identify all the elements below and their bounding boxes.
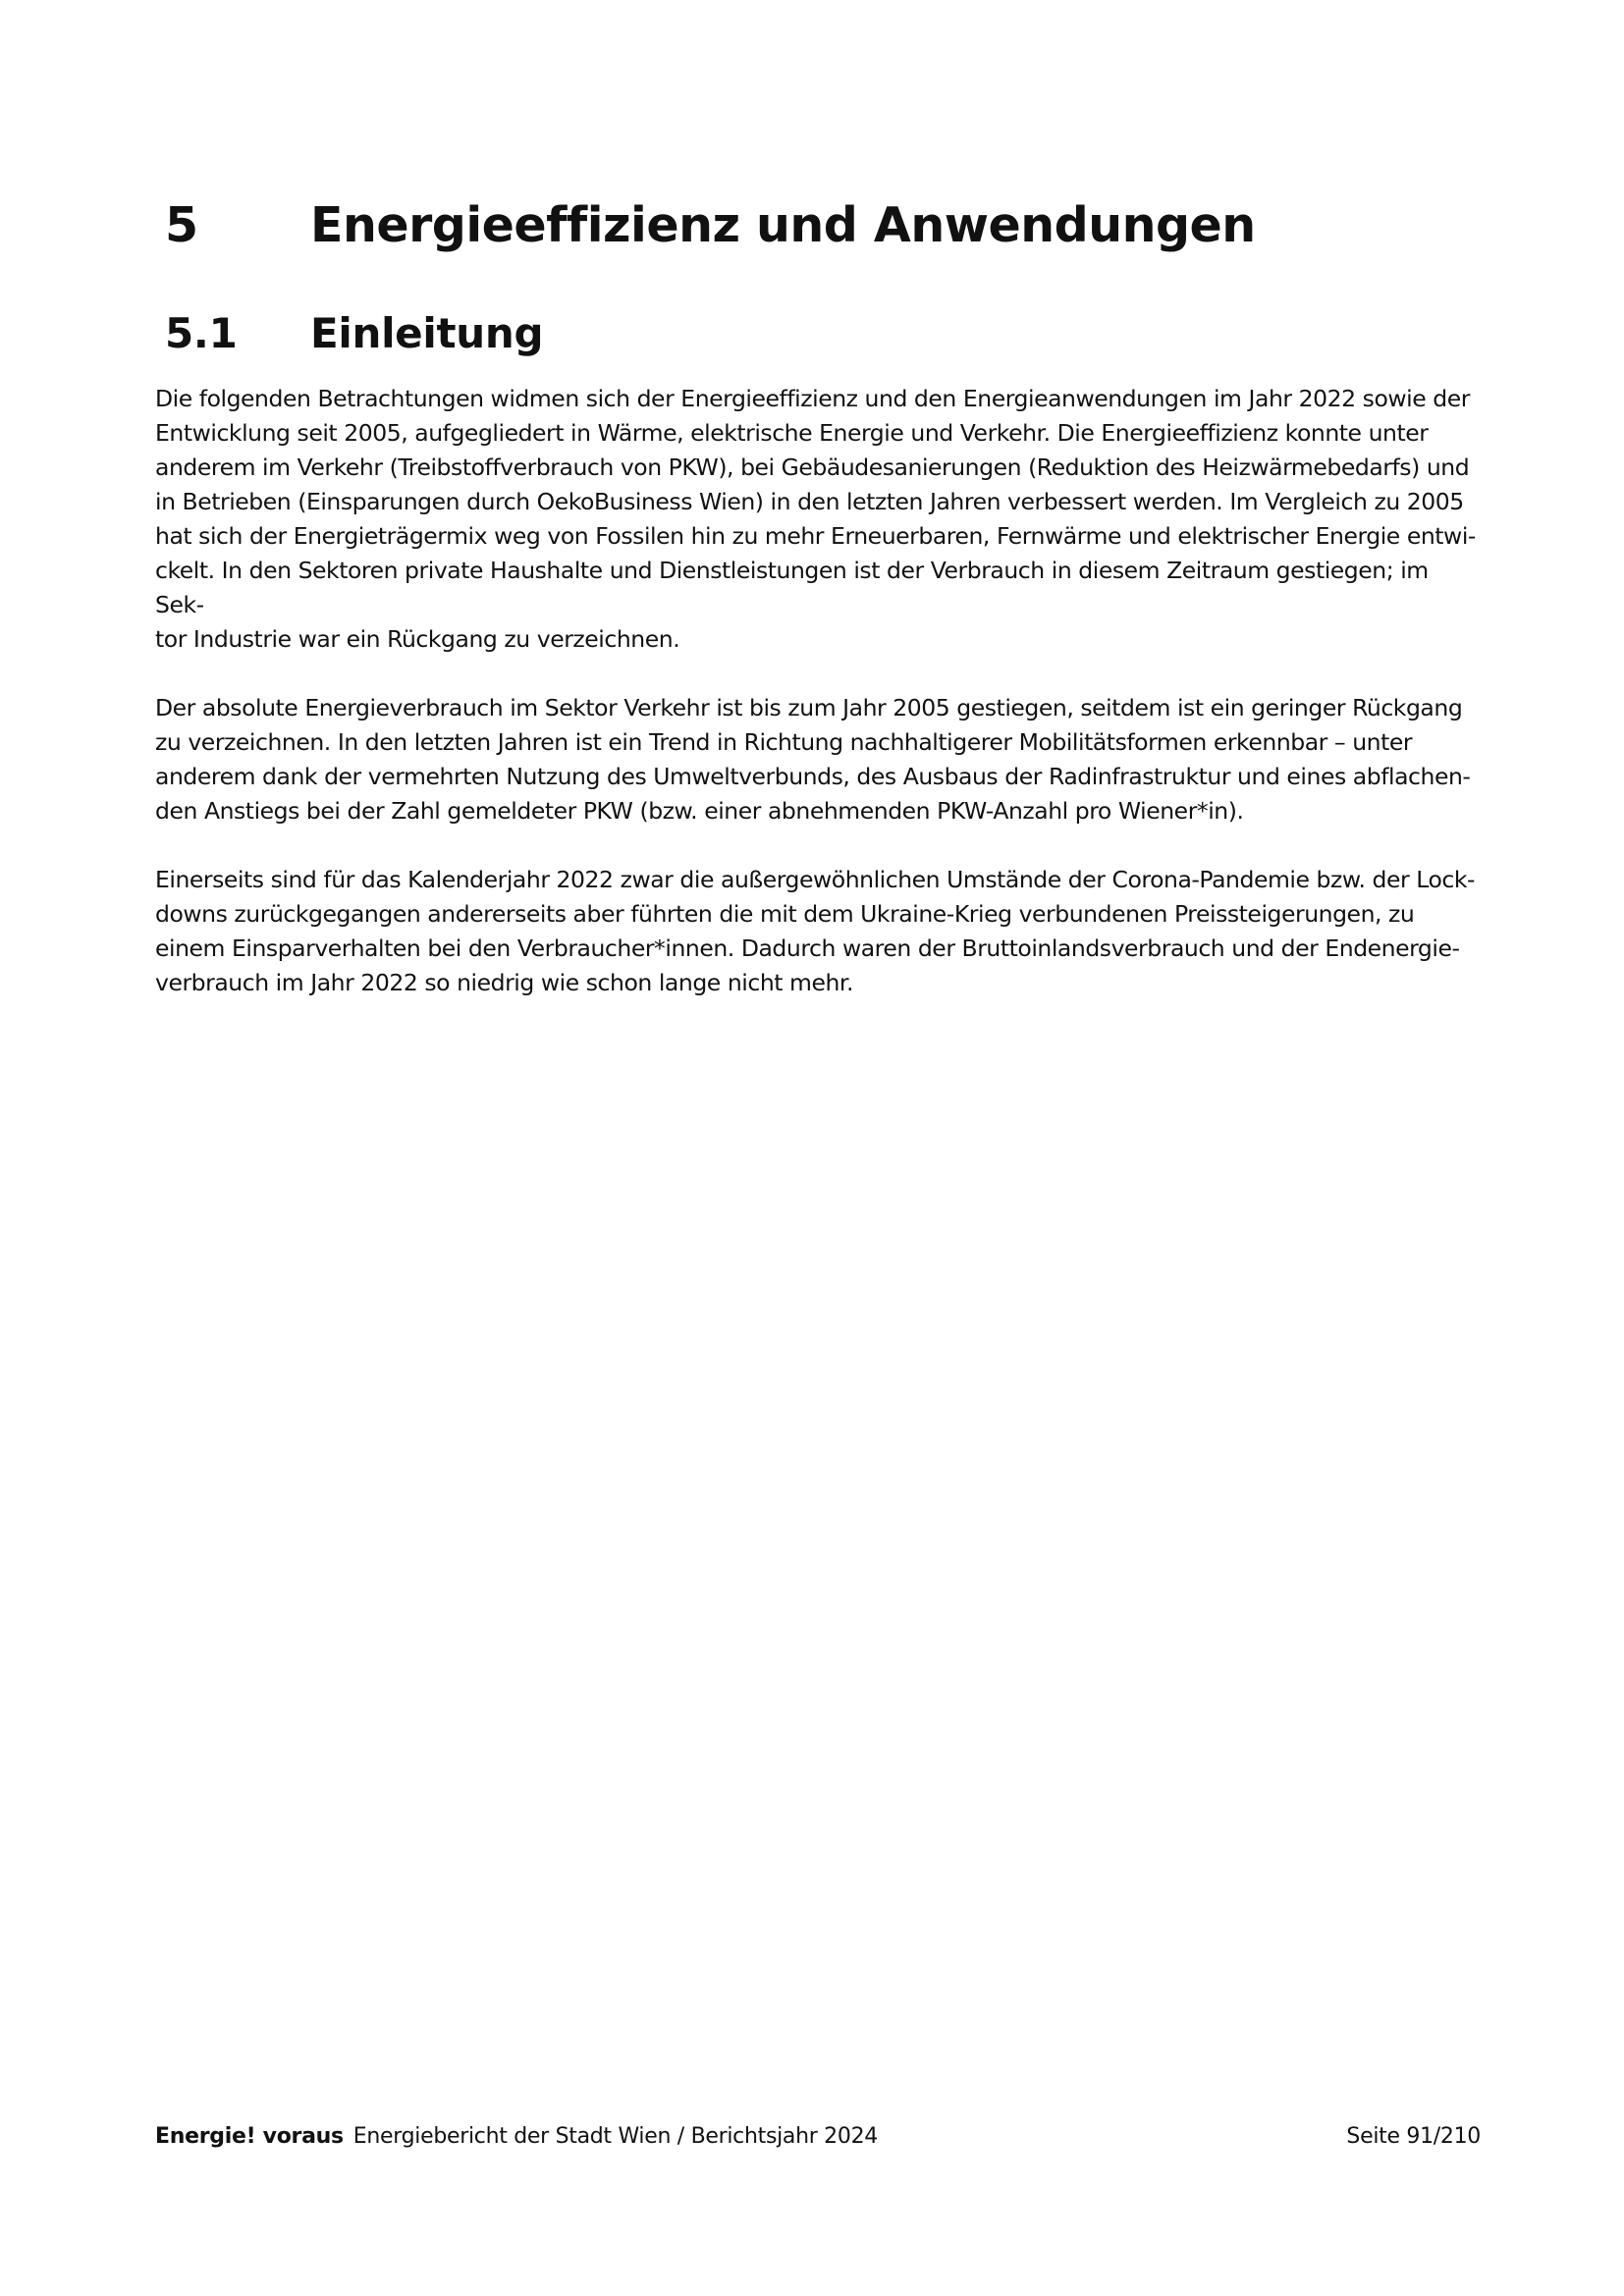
- footer-report-title: Energiebericht der Stadt Wien / Berichtsjahr 2024: [352, 2124, 878, 2149]
- section-title: Einleitung: [310, 309, 544, 357]
- body-text: [155, 382, 1481, 1035]
- section-heading: [165, 306, 543, 361]
- section-number: 5.1: [165, 309, 238, 357]
- page-number: Seite 91/210: [1346, 2124, 1481, 2149]
- chapter-title: Energieeffizienz und Anwendungen: [310, 197, 1256, 253]
- paragraph-3: Einerseits sind für das Kalenderjahr 2022 zwar die außergewöhnlichen Umstände der Corona-Pandemie bzw. der Lock- downs zurückgegangen andererseits aber führten die mit dem Ukraine-Krieg verbundenen Preissteigerungen, zu einem Einsparverhalten bei den Verbraucher*innen. Dadurch waren der Bruttoinlandsverbrauch und der Endenergie- verbrauch im Jahr 2022 so niedrig wie schon lange nicht mehr.: [155, 866, 1476, 996]
- page-footer: [155, 2122, 1481, 2152]
- chapter-number: 5: [165, 197, 198, 253]
- chapter-heading: [165, 194, 1256, 257]
- footer-brand: Energie! voraus: [155, 2124, 344, 2149]
- paragraph-1: Die folgenden Betrachtungen widmen sich der Energieeffizienz und den Energieanwendungen im Jahr 2022 sowie der Entwicklung seit 2005, aufgegliedert in Wärme, elektrische Energie und Verkehr. Die Energieeffizienz konnte unter anderem im Verkehr (Treibstoffverbrauch von PKW), bei Gebäudesanierungen (Reduktion des Heizwärmebedarfs) und in Betrieben (Einsparungen durch OekoBusiness Wien) in den letzten Jahren verbessert werden. Im Vergleich zu 2005 hat sich der Energieträgermix weg von Fossilen hin zu mehr Erneuerbaren, Fernwärme und elektrischer Energie entwi- ckelt. In den Sektoren private Haushalte und Dienstleistungen ist der Verbrauch in diesem Zeitraum gestiegen; im Sek- tor Industrie war ein Rückgang zu verzeichnen.: [155, 385, 1476, 653]
- footer-left: [155, 2122, 878, 2152]
- paragraph-2: Der absolute Energieverbrauch im Sektor Verkehr ist bis zum Jahr 2005 gestiegen, seitdem ist ein geringer Rückgang zu verzeichnen. In den letzten Jahren ist ein Trend in Richtung nachhaltigerer Mobilitätsformen erkennbar – unter anderem dank der vermehrten Nutzung des Umweltverbunds, des Ausbaus der Radinfrastruktur und eines abflachen- den Anstiegs bei der Zahl gemeldeter PKW (bzw. einer abnehmenden PKW-Anzahl pro Wiener*in).: [155, 694, 1471, 825]
